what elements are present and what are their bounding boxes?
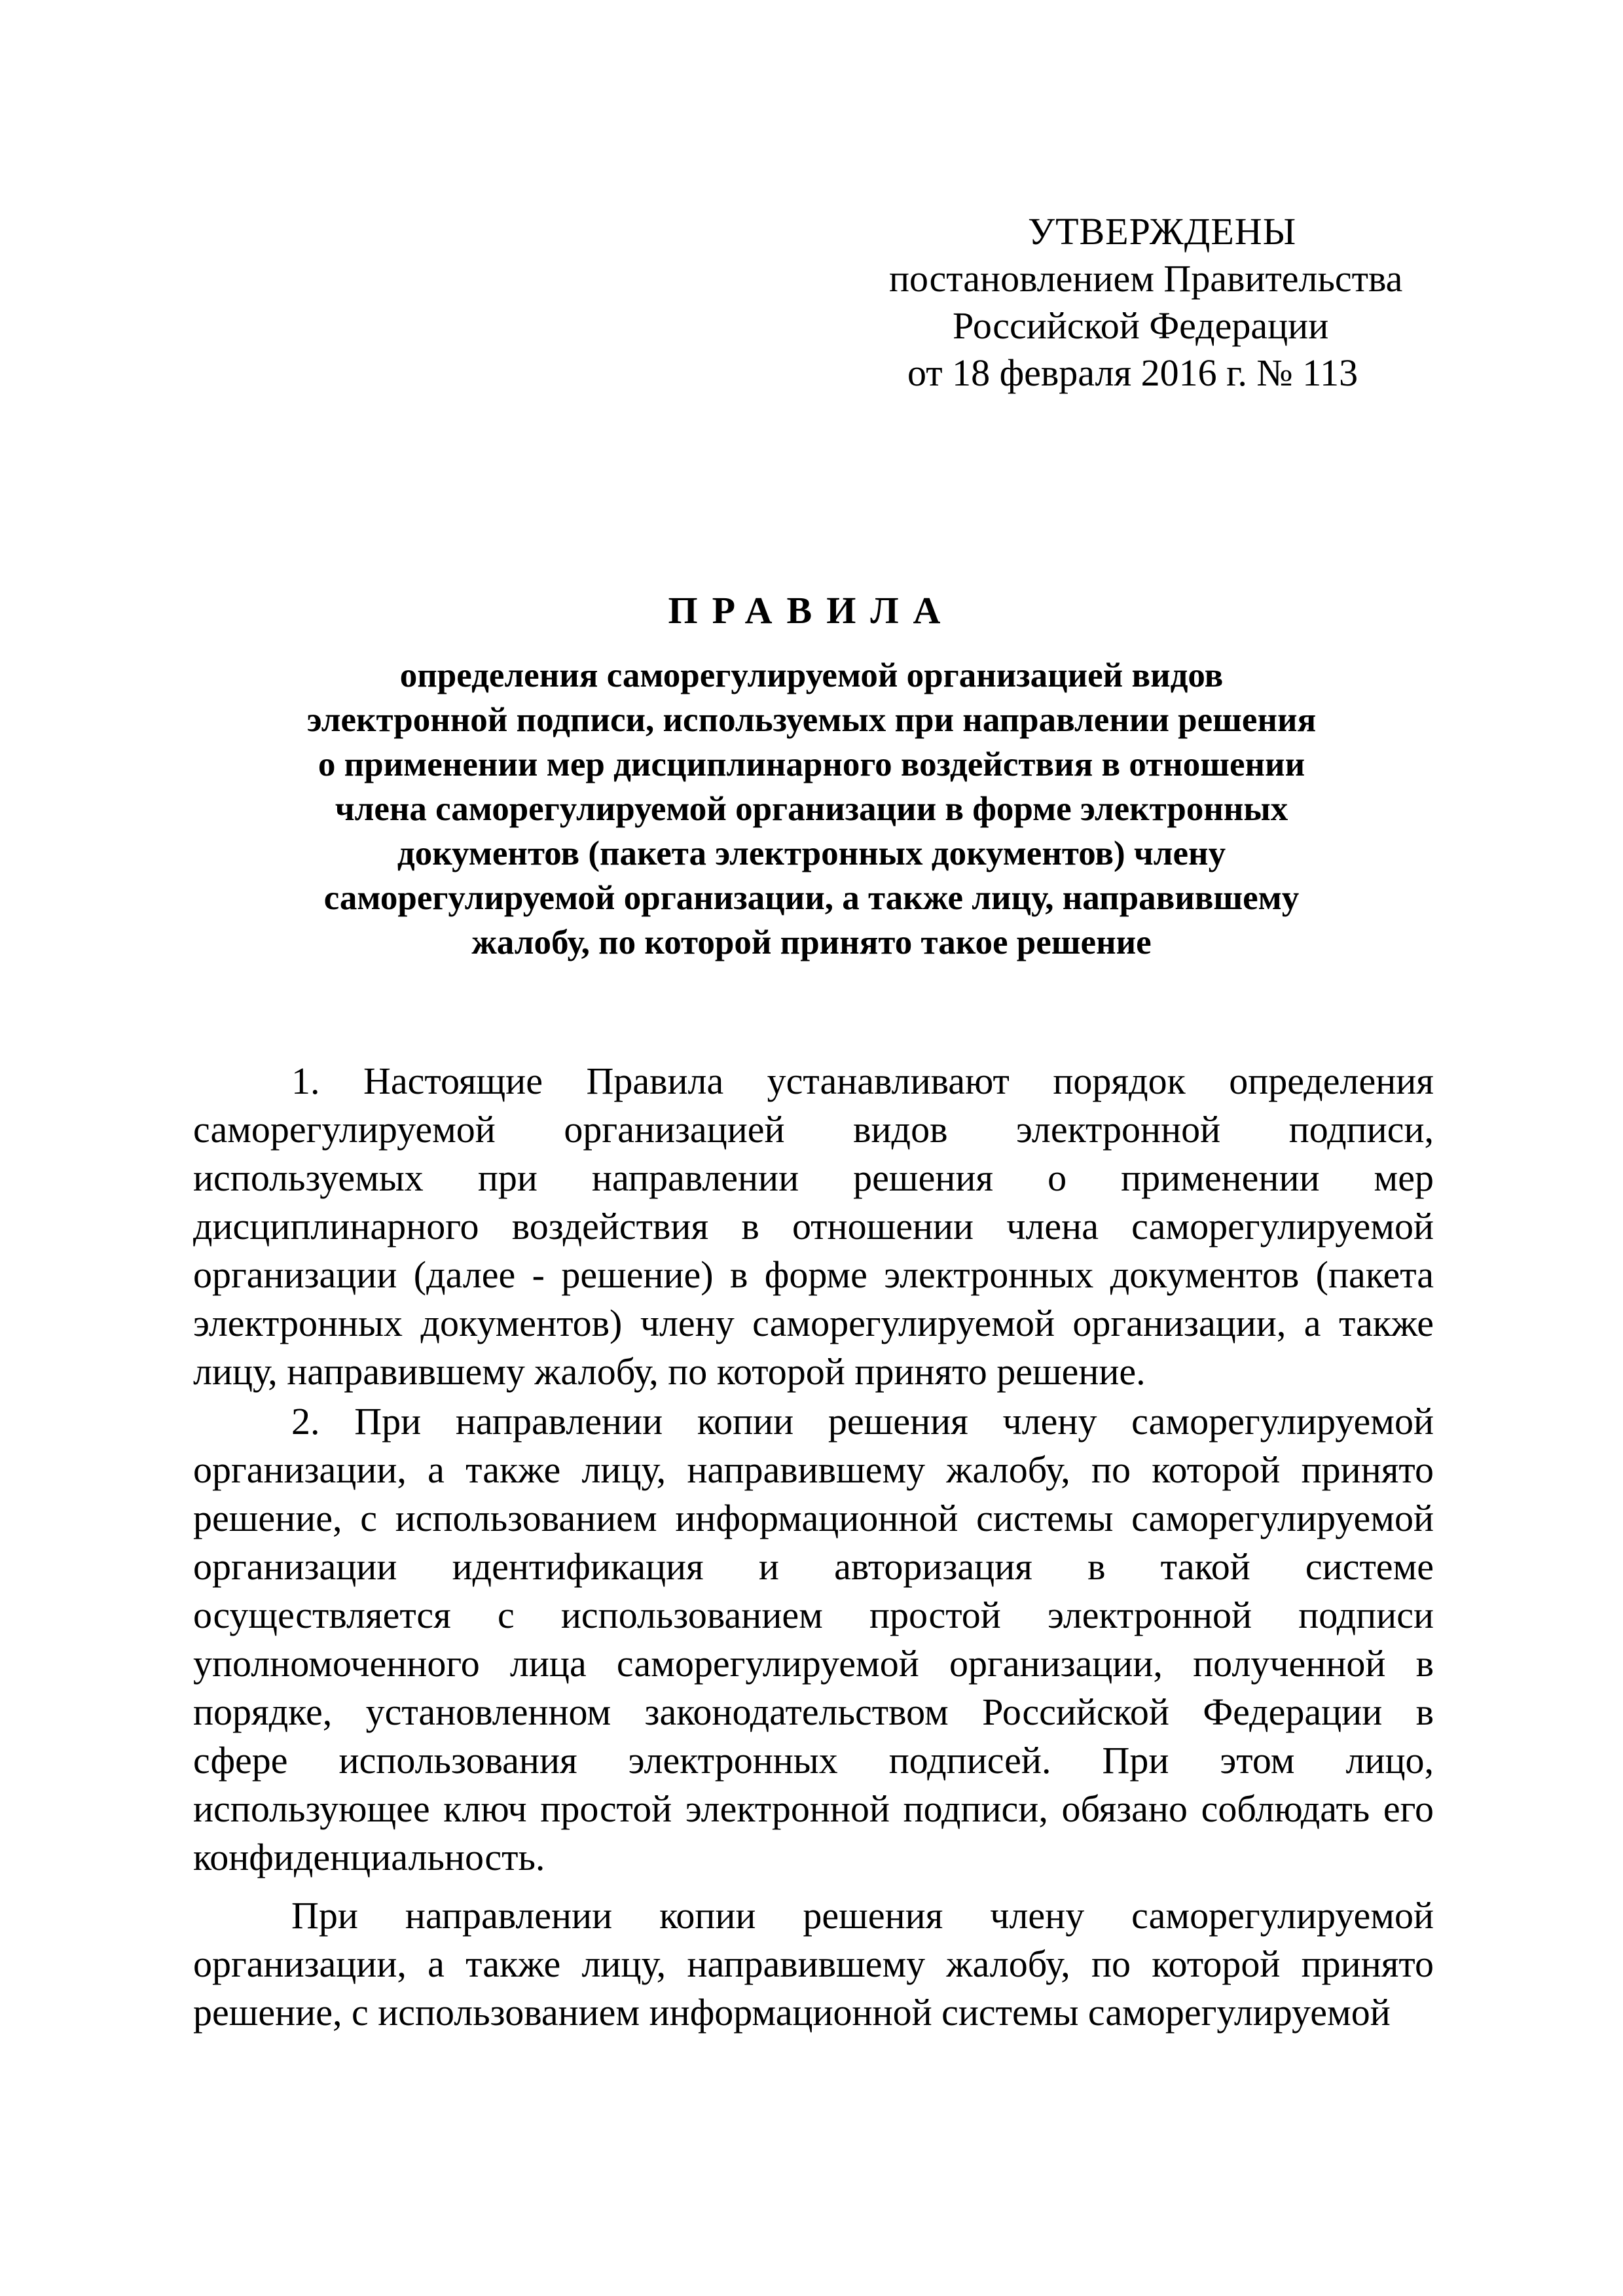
- line-text-justified: решение, с использованием информационной системы саморегулируемой: [193, 1497, 1434, 1539]
- paragraph-line: [193, 1591, 1434, 1640]
- document-body: [193, 1057, 1434, 2037]
- line-text-justified: электронных документов) члену саморегулируемой организации, а также: [193, 1302, 1434, 1344]
- line-text-justified: использующее ключ простой электронной подписи, обязано соблюдать его: [193, 1787, 1434, 1830]
- paragraph-line: [193, 1494, 1434, 1543]
- line-text: решение, с использованием информационной системы саморегулируемой: [193, 1991, 1391, 2034]
- subtitle-line: члена саморегулируемой организации в форме электронных: [335, 790, 1288, 828]
- paragraph-line: [193, 1202, 1434, 1251]
- line-text-justified: организации идентификация и авторизация в такой системе: [193, 1545, 1434, 1588]
- paragraph-line: [193, 1940, 1434, 1988]
- paragraph: [193, 1057, 1434, 1396]
- paragraph-line: [193, 1892, 1434, 1940]
- paragraph-line: [193, 1154, 1434, 1202]
- paragraph-line: [193, 1251, 1434, 1299]
- paragraph-line: [193, 1988, 1434, 2037]
- paragraph-line: [193, 1446, 1434, 1494]
- paragraph-line: [193, 1833, 1434, 1882]
- paragraph-line: [193, 1736, 1434, 1785]
- approval-title: УТВЕРЖДЕНЫ: [1028, 210, 1297, 253]
- line-text: конфиденциальность.: [193, 1836, 545, 1878]
- subtitle-line: жалобу, по которой принято такое решение: [471, 924, 1152, 961]
- line-text-justified: саморегулируемой организацией видов электронной подписи,: [193, 1108, 1434, 1151]
- paragraph: [193, 1397, 1434, 1882]
- approval-stamp: [851, 208, 1440, 397]
- paragraph-line: [193, 1348, 1434, 1396]
- document-subtitle: [196, 653, 1427, 965]
- document-heading: ПРАВИЛА: [668, 589, 955, 632]
- approval-line: постановлением Правительства: [889, 257, 1403, 300]
- paragraph-line: [193, 1688, 1434, 1736]
- line-text-justified: организации, а также лицу, направившему жалобу, по которой принято: [193, 1943, 1434, 1985]
- line-text-justified: 1. Настоящие Правила устанавливают порядок определения: [291, 1060, 1434, 1102]
- line-text-justified: дисциплинарного воздействия в отношении члена саморегулируемой: [193, 1205, 1434, 1247]
- line-text-justified: порядке, установленном законодательством Российской Федерации в: [193, 1691, 1434, 1733]
- paragraph-line: [193, 1105, 1434, 1154]
- line-text-justified: При направлении копии решения члену саморегулируемой: [291, 1894, 1434, 1937]
- line-text-justified: осуществляется с использованием простой электронной подписи: [193, 1594, 1434, 1636]
- subtitle-line: саморегулируемой организации, а также лицу, направившему: [323, 879, 1300, 917]
- line-text-justified: уполномоченного лица саморегулируемой организации, полученной в: [193, 1642, 1434, 1685]
- line-text: лицу, направившему жалобу, по которой принято решение.: [193, 1350, 1146, 1393]
- subtitle-line: определения саморегулируемой организацией видов: [399, 656, 1224, 694]
- approval-line: Российской Федерации: [953, 304, 1329, 347]
- subtitle-line: о применении мер дисциплинарного воздействия в отношении: [318, 745, 1305, 783]
- paragraph-line: [193, 1640, 1434, 1688]
- approval-line: от 18 февраля 2016 г. № 113: [907, 351, 1359, 394]
- subtitle-line: документов (пакета электронных документов) члену: [397, 834, 1226, 872]
- line-text-justified: организации, а также лицу, направившему жалобу, по которой принято: [193, 1448, 1434, 1491]
- line-text-justified: используемых при направлении решения о применении мер: [193, 1157, 1434, 1199]
- paragraph-line: [193, 1299, 1434, 1348]
- paragraph-line: [193, 1543, 1434, 1591]
- line-text-justified: организации (далее - решение) в форме электронных документов (пакета: [193, 1253, 1434, 1296]
- paragraph-line: [193, 1057, 1434, 1105]
- subtitle-line: электронной подписи, используемых при направлении решения: [306, 701, 1317, 739]
- line-text-justified: сфере использования электронных подписей. При этом лицо,: [193, 1739, 1434, 1782]
- line-text-justified: 2. При направлении копии решения члену саморегулируемой: [291, 1400, 1434, 1443]
- paragraph: [193, 1892, 1434, 2037]
- paragraph-line: [193, 1785, 1434, 1833]
- paragraph-line: [193, 1397, 1434, 1446]
